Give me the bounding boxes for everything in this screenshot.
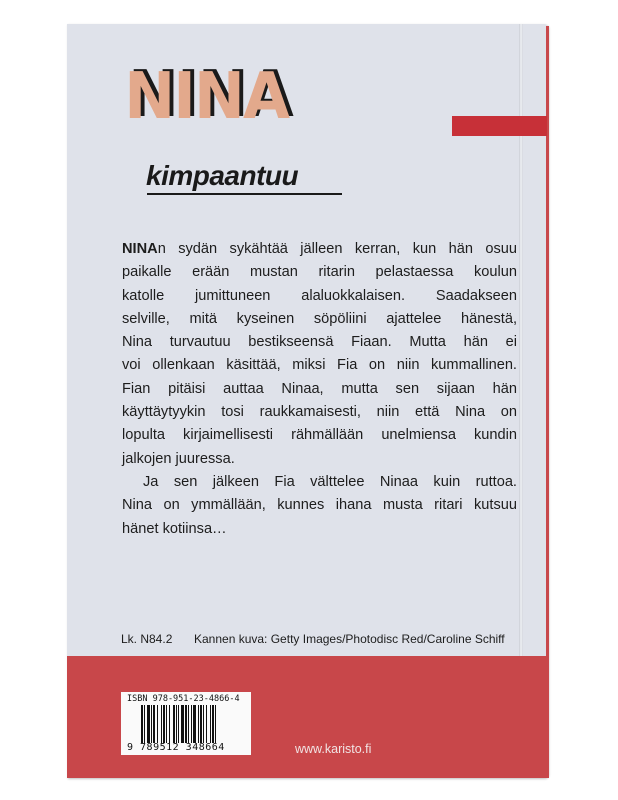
blurb-line: Ja sen jälkeen Fia välttelee Ninaa kuin ruttoa. (143, 473, 517, 490)
barcode-bars (141, 705, 243, 743)
isbn-text: ISBN 978-951-23-4866-4 (127, 694, 240, 704)
title-underline (147, 193, 342, 195)
blurb-line: jalkojen juuressa. (122, 450, 235, 467)
series-title: NINA (124, 60, 289, 134)
website-url: www.karisto.fi (295, 742, 372, 756)
blurb-line (122, 238, 517, 261)
blurb-text (122, 238, 517, 541)
barcode-digits: 9 789512 348664 (127, 742, 225, 753)
blurb-lead-bold: NINA (122, 241, 158, 257)
isbn-barcode (121, 692, 251, 755)
blurb-line: Nina turvautuu bestikseensä Fiaan. Mutta hän ei (122, 334, 517, 351)
blurb-line: Nina on ymmällään, kunnes ihana musta ritari kutsuu (122, 497, 517, 514)
barcode-bar (216, 705, 218, 743)
blurb-line: selville, mitä kyseinen söpöliini ajattelee hänestä, (122, 310, 517, 327)
classification-code: Lk. N84.2 (121, 632, 173, 646)
blurb-line: hänet kotiinsa… (122, 520, 227, 537)
blurb-line: voi ollenkaan käsittää, miksi Fia on niin kummallinen. (122, 357, 517, 374)
blurb-line: lopulta kirjaimellisesti rähmällään unelmiensa kundin (122, 427, 517, 444)
book-title: kimpaantuu (146, 160, 299, 191)
cover-credit: Kannen kuva: Getty Images/Photodisc Red/Caroline Schiff (194, 632, 505, 646)
blurb-line: Fian pitäisi auttaa Ninaa, mutta sen sijaan hän (122, 380, 517, 397)
blurb-line: katolle jumittuneen alaluokkalaisen. Saadakseen (122, 287, 517, 304)
blurb-line-text: n sydän sykähtää jälleen kerran, kun hän osuu (157, 241, 517, 257)
red-accent-bar (452, 116, 547, 136)
series-logo (120, 60, 292, 134)
blurb-line: käyttäytyykin tosi raukkamaisesti, niin että Nina on (122, 404, 517, 421)
blurb-line: paikalle erään mustan ritarin pelastaessa koulun (122, 264, 517, 281)
